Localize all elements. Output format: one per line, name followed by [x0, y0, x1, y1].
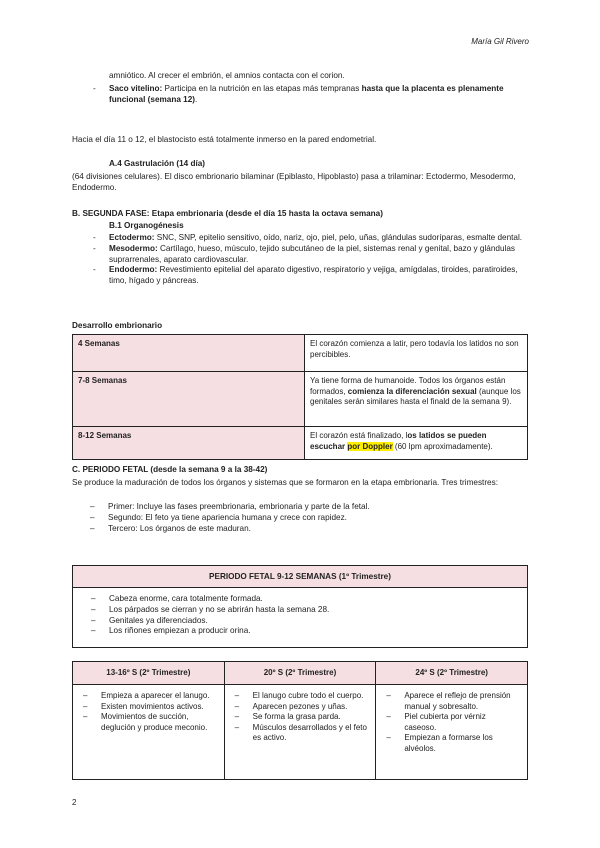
list-item: – El lanugo cubre todo el cuerpo.: [235, 691, 368, 702]
table-row: [73, 335, 528, 372]
list-item: – Empieza a aparecer el lanugo.: [83, 691, 216, 702]
column-cell: [73, 685, 225, 780]
organogenesis-heading: B.1 Organogénesis: [109, 221, 184, 230]
stage-cell: 4 Semanas: [73, 335, 305, 372]
list-item: – Genitales ya diferenciados.: [91, 616, 519, 627]
list-item: – Segundo: El feto ya tiene apariencia humana y crece con rapidez.: [90, 513, 528, 524]
stage-cell: 7-8 Semanas: [73, 372, 305, 427]
column-cell: [376, 685, 528, 780]
stage-cell: 8-12 Semanas: [73, 427, 305, 460]
desarrollo-title: Desarrollo embrionario: [72, 321, 163, 330]
list-item: – Movimientos de succión, deglución y produce meconio.: [83, 712, 216, 733]
column-cell: [224, 685, 376, 780]
list-item: – Aparece el reflejo de prensión manual y sobresalto.: [386, 691, 519, 712]
description-cell: Ya tiene forma de humanoide. Todos los órganos están formados, comienza la diferenciación sexual (aunque los genitales serán similares hasta el finald de la semana 9).: [305, 372, 528, 427]
capa-item-endodermo: - Endodermo: Revestimiento epitelial del aparato digestivo, respiratorio y vejiga, amígdalas, tiroides, paratiroides, timo, hígado y páncreas.: [93, 265, 528, 287]
column-header: 24º S (2º Trimestre): [376, 662, 528, 685]
periodo-fetal-heading: C. PERIODO FETAL (desde la semana 9 a la 38-42): [72, 465, 268, 474]
cell-list: [386, 691, 519, 754]
list-item: – Cabeza enorme, cara totalmente formada.: [91, 594, 519, 605]
table-row: [73, 372, 528, 427]
gastrulacion-heading: A.4 Gastrulación (14 día): [109, 159, 206, 168]
desarrollo-table: [72, 334, 528, 460]
primer-trimestre-box: [72, 565, 528, 648]
saco-vitelino-list: [93, 84, 528, 106]
amnion-continuation: amniótico. Al crecer el embrión, el amnios contacta con el corion.: [109, 71, 345, 80]
table-row: [73, 685, 528, 780]
description-cell: El corazón está finalizado, los latidos se pueden escuchar por Doppler (60 lpm aproximadamente).: [305, 427, 528, 460]
capa-item-mesodermo: - Mesodermo: Cartílago, hueso, músculo, tejido subcutáneo de la piel, sistemas renal y genital, bazo y glándulas suprarrenales, aparato cardiovascular.: [93, 244, 528, 266]
list-item: – Primer: Incluye las fases preembrionaria, embrionaria y parte de la fetal.: [90, 502, 528, 513]
table-header-row: [73, 662, 528, 685]
list-item: – Los párpados se cierran y no se abrirán hasta la semana 28.: [91, 605, 519, 616]
author-name: María Gil Rivero: [471, 37, 529, 46]
list-item: – Tercero: Los órganos de este maduran.: [90, 524, 528, 535]
table-row: [73, 427, 528, 460]
list-item: – Se forma la grasa parda.: [235, 712, 368, 723]
capa-item-ectodermo: - Ectodermo: SNC, SNP, epitelio sensitivo, oído, nariz, ojo, piel, pelo, uñas, glándulas sudoríparas, esmalte dental.: [93, 233, 528, 244]
box-list: [73, 588, 527, 637]
cell-list: [83, 691, 216, 733]
list-item: – Aparecen pezones y uñas.: [235, 702, 368, 713]
list-item: – Existen movimientos activos.: [83, 702, 216, 713]
saco-vitelino-item: - Saco vitelino: Participa en la nutrición en las etapas más tempranas hasta que la placenta es plenamente funcional (semana 12).: [93, 84, 528, 106]
list-item: – Músculos desarrollados y el feto es activo.: [235, 723, 368, 744]
list-item: – Empiezan a formarse los alvéolos.: [386, 733, 519, 754]
capas-list: [93, 233, 528, 287]
box-title: PERIODO FETAL 9-12 SEMANAS (1º Trimestre): [73, 566, 527, 588]
periodo-fetal-intro: Se produce la maduración de todos los órganos y sistemas que se formaron en la etapa embrionaria. Tres trimestres:: [72, 478, 498, 487]
column-header: 20º S (2º Trimestre): [224, 662, 376, 685]
description-cell: El corazón comienza a latir, pero todavía los latidos no son percibibles.: [305, 335, 528, 372]
gastrulacion-text: (64 divisiones celulares). El disco embrionario bilaminar (Epiblasto, Hipoblasto) pasa a trilaminar: Ectodermo, Mesodermo, Endodermo.: [72, 172, 516, 192]
cell-list: [235, 691, 368, 744]
blastocisto-paragraph: Hacia el día 11 o 12, el blastocisto está totalmente inmerso en la pared endometrial.: [72, 135, 377, 144]
page-number: 2: [72, 798, 77, 807]
list-item: – Piel cubierta por vérniz caseoso.: [386, 712, 519, 733]
segundo-trimestre-table: [72, 661, 528, 780]
column-header: 13-16º S (2º Trimestre): [73, 662, 225, 685]
trimestres-list: [90, 502, 528, 534]
list-item: – Los riñones empiezan a producir orina.: [91, 626, 519, 637]
segunda-fase-heading: B. SEGUNDA FASE: Etapa embrionaria (desde el día 15 hasta la octava semana): [72, 209, 383, 218]
highlighted-text: por Doppler: [347, 441, 393, 451]
